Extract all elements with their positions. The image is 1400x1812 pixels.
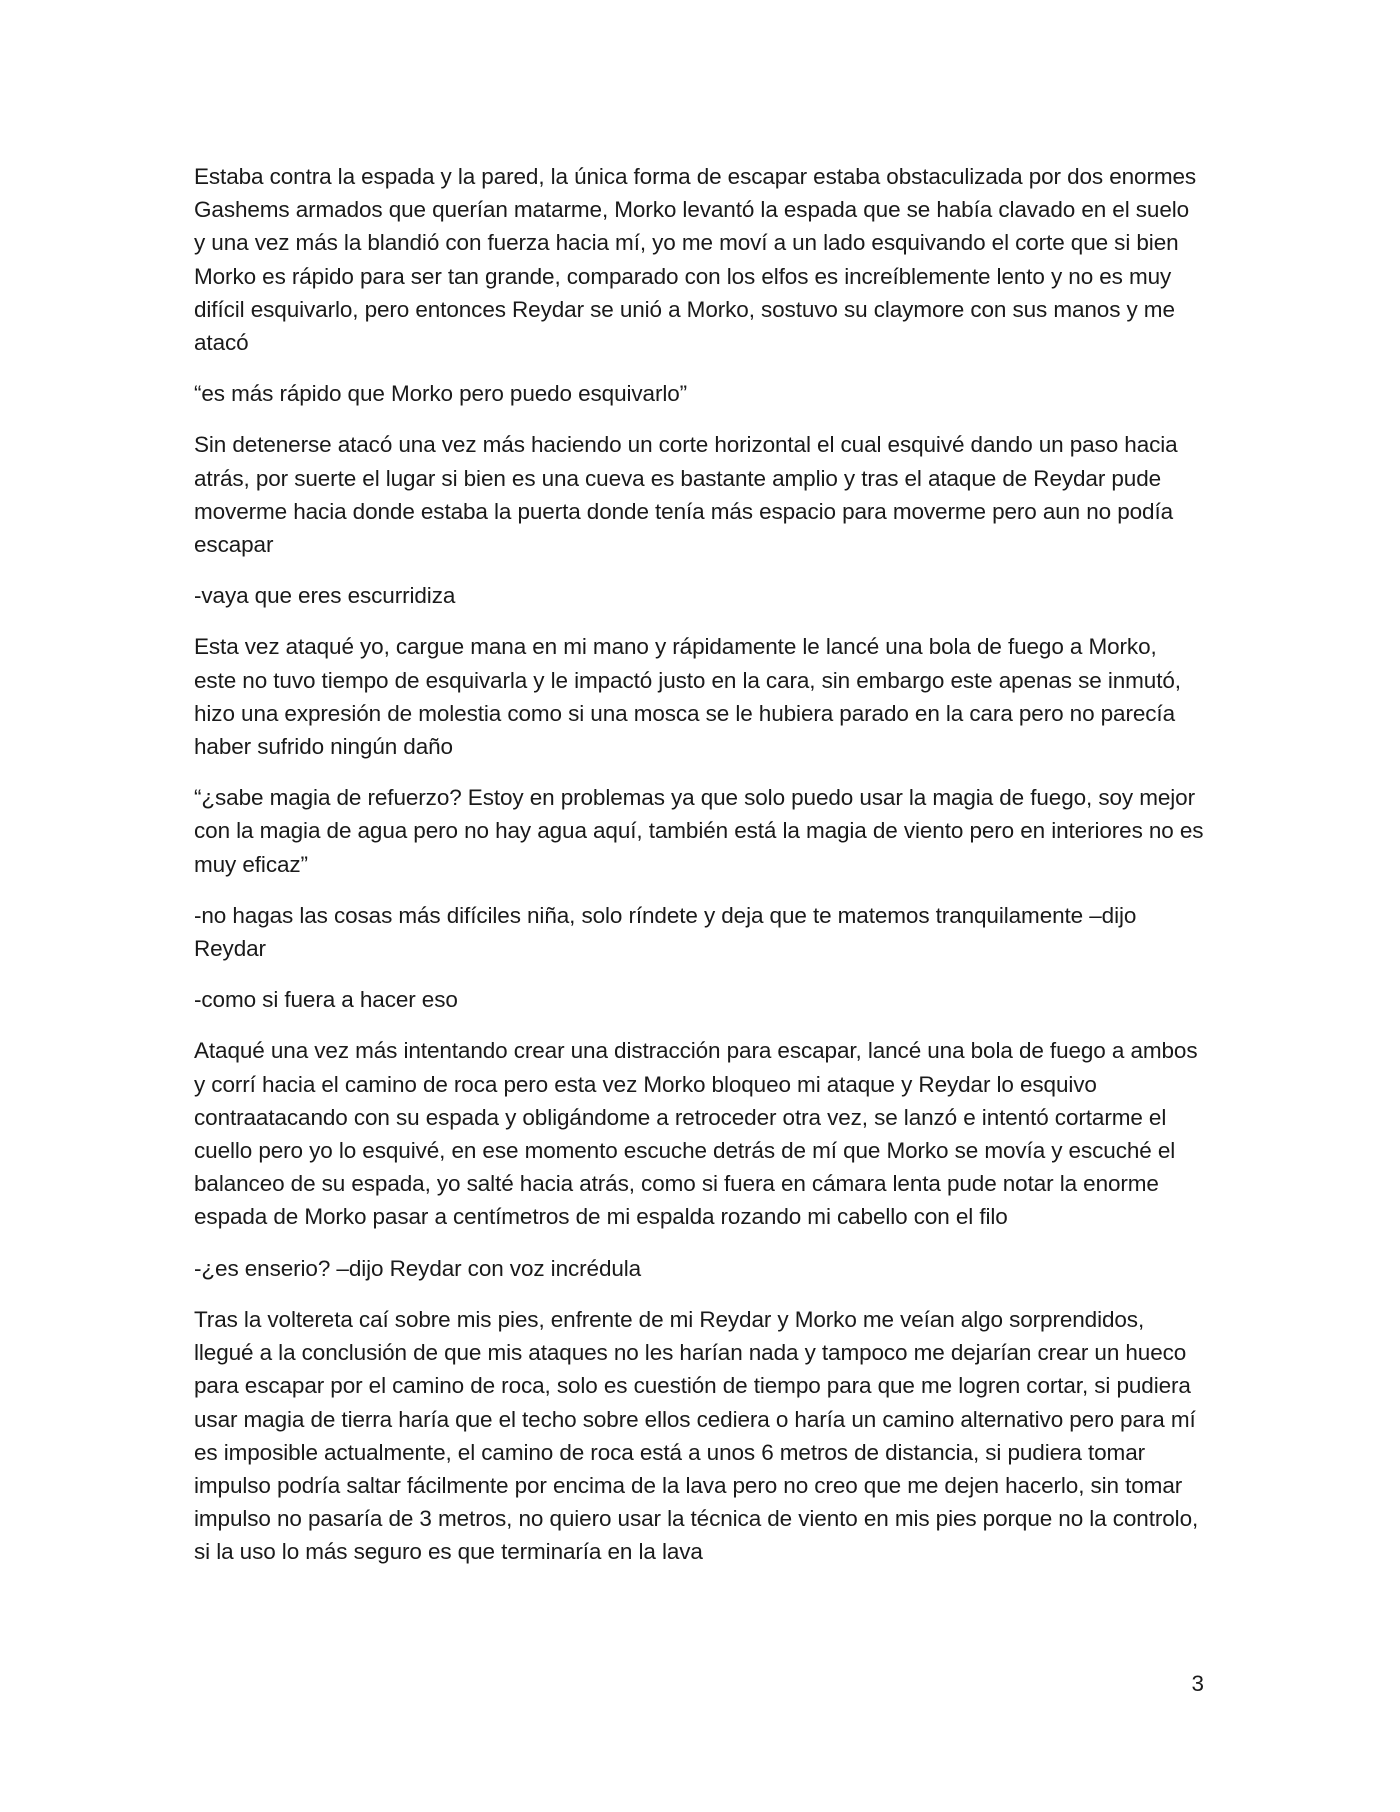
paragraph: Estaba contra la espada y la pared, la única forma de escapar estaba obstaculizada por dos enormes Gashems armados que querían matarme, Morko levantó la espada que se había clavado en el suelo y una vez más la blandió con fuerza hacia mí, yo me moví a un lado esquivando el corte que si bien Morko es rápido para ser tan grande, comparado con los elfos es increíblemente lento y no es muy difícil esquivarlo, pero entonces Reydar se unió a Morko, sostuvo su claymore con sus manos y me atacó	[194, 164, 1197, 356]
paragraph: “¿sabe magia de refuerzo? Estoy en problemas ya que solo puedo usar la magia de fuego, soy mejor con la magia de agua pero no hay agua aquí, también está la magia de viento pero en interiores no es muy eficaz”	[194, 785, 1204, 877]
body-text	[194, 160, 1204, 1587]
paragraph: Esta vez ataqué yo, cargue mana en mi mano y rápidamente le lancé una bola de fuego a Morko, este no tuvo tiempo de esquivarla y le impactó justo en la cara, sin embargo este apenas se inmutó, hizo una expresión de molestia como si una mosca se le hubiera parado en la cara pero no parecía haber sufrido ningún daño	[194, 634, 1181, 760]
paragraph: -¿es enserio? –dijo Reydar con voz incrédula	[194, 1255, 642, 1281]
page-number: 3	[1191, 1671, 1204, 1696]
paragraph: Sin detenerse atacó una vez más haciendo un corte horizontal el cual esquivé dando un paso hacia atrás, por suerte el lugar si bien es una cueva es bastante amplio y tras el ataque de Reydar pude moverme hacia donde estaba la puerta donde tenía más espacio para moverme pero aun no podía escapar	[194, 432, 1178, 558]
paragraph: -vaya que eres escurridiza	[194, 583, 456, 609]
paragraph: “es más rápido que Morko pero puedo esquivarlo”	[194, 381, 688, 407]
paragraph: -no hagas las cosas más difíciles niña, solo ríndete y deja que te matemos tranquilamente –dijo Reydar	[194, 902, 1137, 962]
paragraph: Ataqué una vez más intentando crear una distracción para escapar, lancé una bola de fuego a ambos y corrí hacia el camino de roca pero esta vez Morko bloqueo mi ataque y Reydar lo esquivo contraatacando con su espada y obligándome a retroceder otra vez, se lanzó e intentó cortarme el cuello pero yo lo esquivé, en ese momento escuche detrás de mí que Morko se movía y escuché el balanceo de su espada, yo salté hacia atrás, como si fuera en cámara lenta pude notar la enorme espada de Morko pasar a centímetros de mi espalda rozando mi cabello con el filo	[194, 1038, 1198, 1230]
paragraph: -como si fuera a hacer eso	[194, 987, 458, 1013]
paragraph: Tras la voltereta caí sobre mis pies, enfrente de mi Reydar y Morko me veían algo sorprendidos, llegué a la conclusión de que mis ataques no les harían nada y tampoco me dejarían crear un hueco para escapar por el camino de roca, solo es cuestión de tiempo para que me logren cortar, si pudiera usar magia de tierra haría que el techo sobre ellos cediera o haría un camino alternativo pero para mí es imposible actualmente, el camino de roca está a unos 6 metros de distancia, si pudiera tomar impulso podría saltar fácilmente por encima de la lava pero no creo que me dejen hacerlo, sin tomar impulso no pasaría de 3 metros, no quiero usar la técnica de viento en mis pies porque no la controlo, si la uso lo más seguro es que terminaría en la lava	[194, 1306, 1199, 1565]
